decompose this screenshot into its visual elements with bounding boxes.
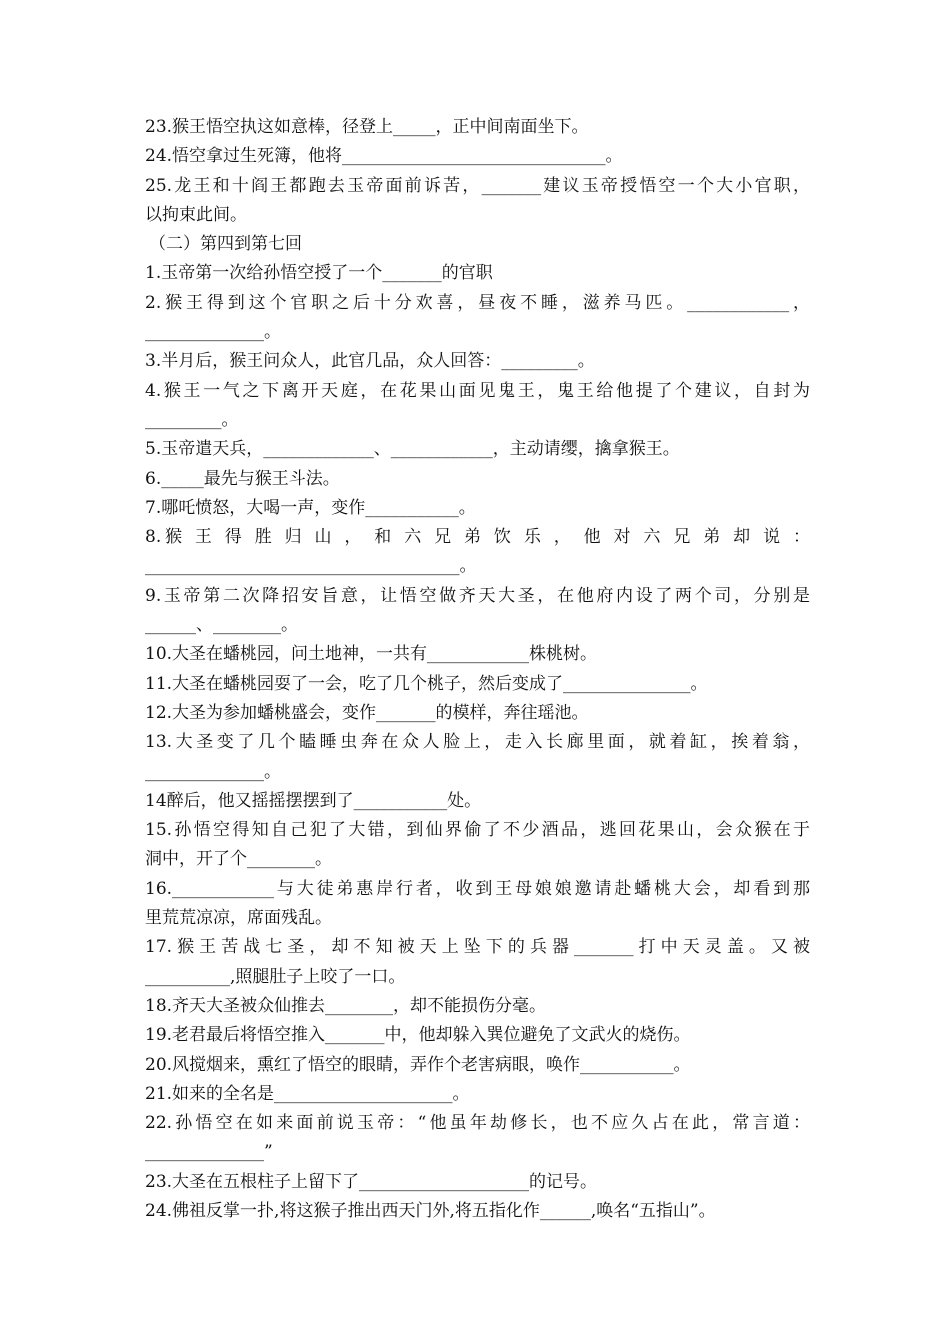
question-4-self-title: 4.猴王一气之下离开天庭，在花果山面见鬼王，鬼王给他提了个建议，自封为 bbox=[145, 380, 810, 401]
question-23-monkey-king-throne: 23.猴王悟空执这如意棒，径登上_____，正中间南面坐下。 bbox=[145, 117, 589, 137]
question-2-post-joy: 2.猴王得到这个官职之后十分欢喜，昼夜不睡，滋养马匹。____________， bbox=[145, 292, 810, 313]
question-24-five-finger-mountain: 24.佛祖反掌一扑,将这猴子推出西天门外,将五指化作______,唤名“五指山”。 bbox=[145, 1200, 716, 1221]
question-list bbox=[145, 113, 810, 1226]
question-15-continuation: 洞中，开了个________。 bbox=[145, 849, 332, 870]
question-2-continuation: ______________。 bbox=[145, 322, 281, 343]
question-16-huian-disciple: 16.____________与大徒弟惠岸行者，收到王母娘娘邀请赴蟠桃大会，却看到那 bbox=[145, 878, 810, 899]
question-17-seven-sages: 17.猴王苦战七圣，却不知被天上坠下的兵器_______打中天灵盖。又被 bbox=[145, 937, 810, 958]
question-21-tathagata-name: 21.如来的全名是_____________________。 bbox=[145, 1083, 470, 1104]
question-25-continuation: 以拘束此间。 bbox=[145, 204, 247, 225]
question-1-first-official-post: 1.玉帝第一次给孙悟空授了一个_______的官职 bbox=[145, 263, 493, 284]
question-15-stolen-wine: 15.孙悟空得知自己犯了大错，到仙界偷了不少酒品，逃回花果山，会众猴在于 bbox=[145, 820, 810, 841]
question-8-continuation: _____________________________________。 bbox=[145, 556, 477, 577]
question-8-six-brothers: 8.猴 王 得 胜 归 山 ， 和 六 兄 弟 饮 乐 ， 他 对 六 兄 弟 却 说 ： bbox=[145, 527, 810, 548]
question-18-execution: 18.齐天大圣被众仙推去________，却不能损伤分毫。 bbox=[145, 995, 547, 1016]
question-5-heavenly-soldiers: 5.玉帝遣天兵，_____________、____________，主动请缨，擒拿猴王。 bbox=[145, 439, 680, 460]
question-22-continuation: ______________” bbox=[145, 1142, 273, 1163]
question-16-continuation: 里荒荒凉凉，席面残乱。 bbox=[145, 908, 332, 929]
question-14-drunk: 14醉后，他又摇摇摆摆到了___________处。 bbox=[145, 790, 482, 811]
question-11-peach-garden: 11.大圣在蟠桃园耍了一会，吃了几个桃子，然后变成了_______________。 bbox=[145, 673, 708, 694]
question-7-nezha-transform: 7.哪吒愤怒，大喝一声，变作___________。 bbox=[145, 497, 476, 518]
question-9-continuation: ______、________。 bbox=[145, 615, 298, 636]
question-3-rank-answer: 3.半月后，猴王问众人，此官几品，众人回答：_________。 bbox=[145, 351, 595, 372]
question-20-red-eyes: 20.风搅烟来，熏红了悟空的眼睛，弄作个老害病眼，唤作___________。 bbox=[145, 1054, 691, 1075]
question-23-pillar-mark: 23.大圣在五根柱子上留下了____________________的记号。 bbox=[145, 1171, 598, 1192]
question-24-book-of-life-death: 24.悟空拿过生死簿，他将_______________________________。 bbox=[145, 146, 623, 167]
question-13-sleep-bugs: 13.大圣变了几个瞌睡虫奔在众人脸上，走入长廊里面，就着缸，挨着翁， bbox=[145, 732, 810, 753]
question-25-dragon-king-complaint: 25.龙王和十阎王都跑去玉帝面前诉苦，_______建议玉帝授悟空一个大小官职， bbox=[145, 175, 810, 196]
question-4-continuation: _________。 bbox=[145, 409, 239, 430]
question-6-first-fighter: 6._____最先与猴王斗法。 bbox=[145, 468, 340, 489]
question-13-continuation: ______________。 bbox=[145, 761, 281, 782]
question-22-jade-emperor-saying: 22.孙悟空在如来面前说玉帝：“他虽年劫修长，也不应久占在此，常言道： bbox=[145, 1113, 810, 1134]
question-19-furnace: 19.老君最后将悟空推入_______中，他却躲入巽位避免了文武火的烧伤。 bbox=[145, 1025, 691, 1046]
section-heading: （二）第四到第七回 bbox=[149, 234, 302, 255]
question-9-two-offices: 9.玉帝第二次降招安旨意，让悟空做齐天大圣，在他府内设了两个司，分别是 bbox=[145, 585, 810, 606]
question-10-peach-trees: 10.大圣在蟠桃园，问土地神，一共有____________株桃树。 bbox=[145, 644, 598, 665]
question-17-continuation: __________,照腿肚子上咬了一口。 bbox=[145, 966, 406, 987]
question-12-peach-banquet: 12.大圣为参加蟠桃盛会，变作_______的模样，奔往瑶池。 bbox=[145, 702, 589, 723]
